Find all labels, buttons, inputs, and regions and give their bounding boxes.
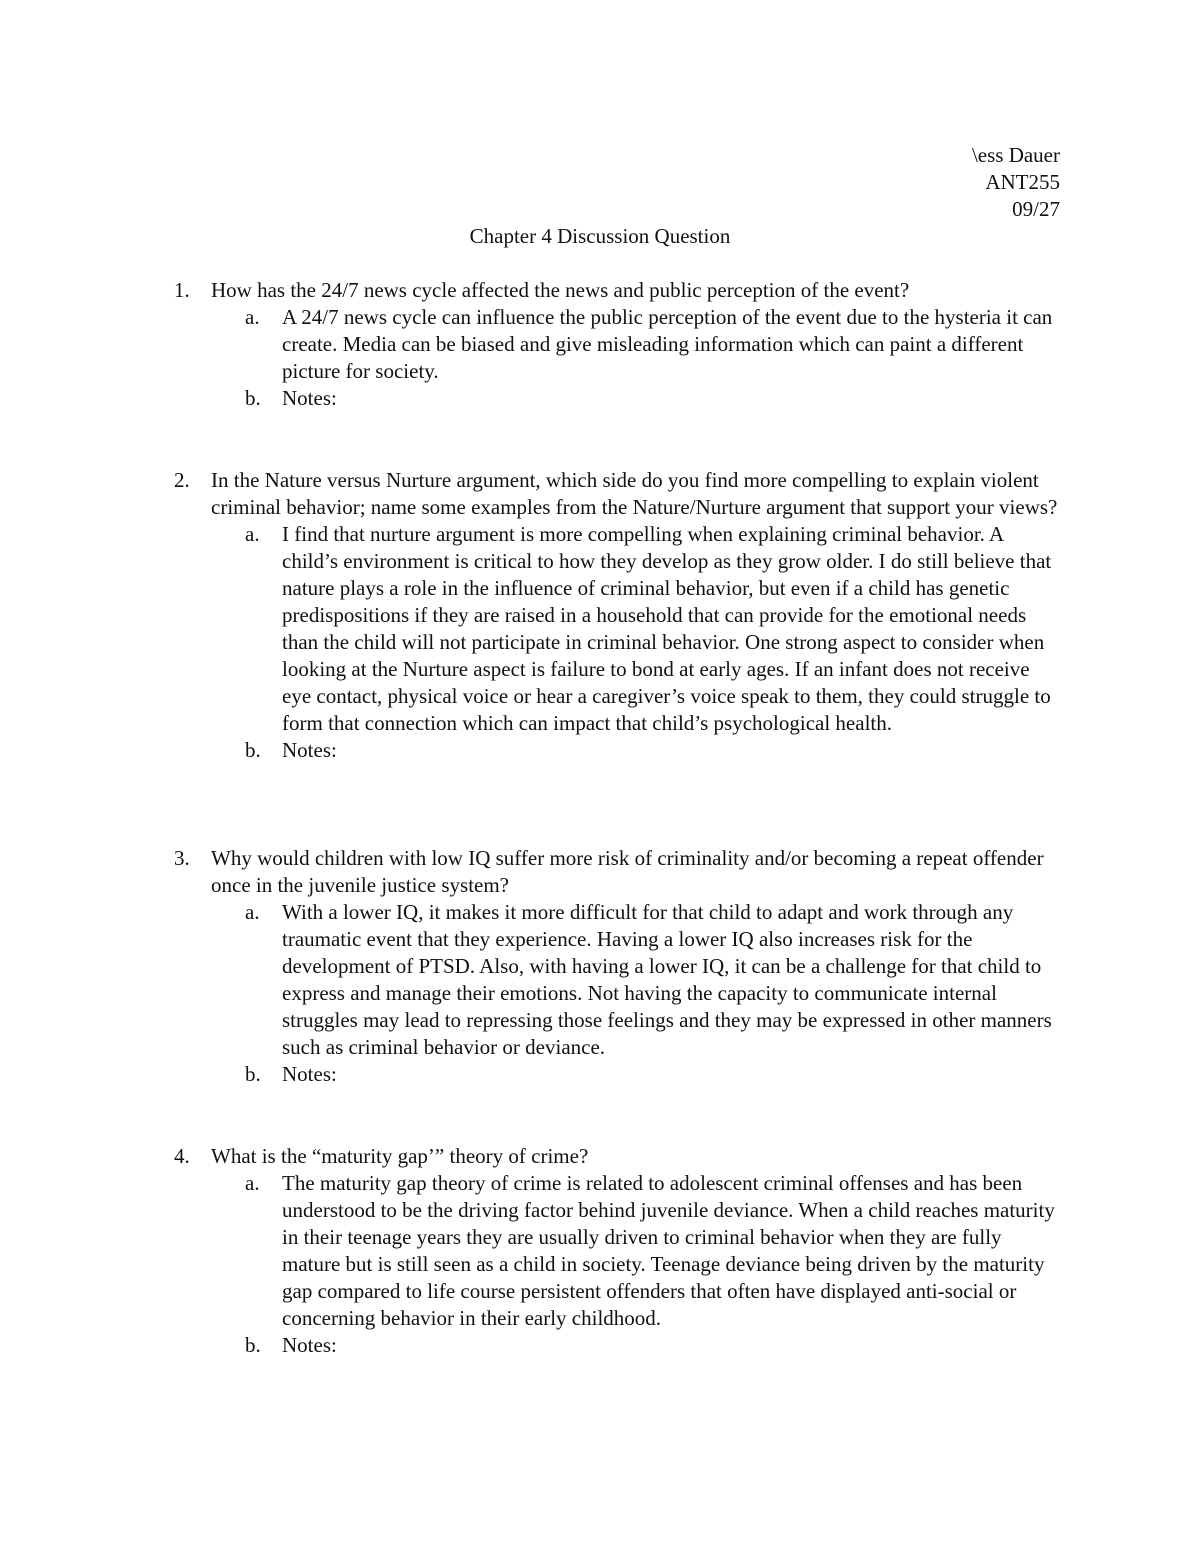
answer-a [245, 521, 1064, 737]
header-block [972, 142, 1060, 223]
answer-text: A 24/7 news cycle can influence the public perception of the event due to the hysteria it can create. Media can be biased and give misleading information which can paint a different picture for society. [282, 305, 1053, 383]
notes-label: Notes: [282, 1062, 337, 1086]
question-3 [174, 845, 1064, 1088]
question-4 [174, 1143, 1064, 1359]
answer-b [245, 385, 1064, 412]
answer-b [245, 1061, 1064, 1088]
answer-a [245, 304, 1064, 385]
course-code: ANT255 [985, 170, 1060, 194]
question-number: 1. [174, 278, 190, 302]
question-number: 2. [174, 468, 190, 492]
answer-text: I find that nurture argument is more compelling when explaining criminal behavior. A child’s environment is critical to how they develop as they grow older. I do still believe that nature plays a role in the influence of criminal behavior, but even if a child has genetic predispositions if they are raised in a household that can provide for the emotional needs than the child will not participate in criminal behavior. One strong aspect to consider when looking at the Nurture aspect is failure to bond at early ages. If an infant does not receive eye contact, physical voice or hear a caregiver’s voice speak to them, they could struggle to form that connection which can impact that child’s psychological health. [282, 522, 1052, 735]
answer-a [245, 1170, 1064, 1332]
answer-label: b. [245, 738, 261, 762]
page-title: Chapter 4 Discussion Question [469, 224, 731, 248]
answer-label: a. [245, 1171, 260, 1195]
question-2 [174, 467, 1064, 764]
notes-label: Notes: [282, 386, 337, 410]
answer-b [245, 1332, 1064, 1359]
answer-text: The maturity gap theory of crime is related to adolescent criminal offenses and has been understood to be the driving factor behind juvenile deviance. When a child reaches maturity in their teenage years they are usually driven to criminal behavior when they are fully mature but is still seen as a child in society. Teenage deviance being driven by the maturity gap compared to life course persistent offenders that often have displayed anti-social or concerning behavior in their early childhood. [282, 1171, 1055, 1330]
question-number: 3. [174, 846, 190, 870]
question-1 [174, 277, 1064, 412]
answer-label: a. [245, 900, 260, 924]
answer-b [245, 737, 1064, 764]
answer-label: b. [245, 1062, 261, 1086]
student-name: \ess Dauer [971, 143, 1060, 167]
question-text: In the Nature versus Nurture argument, which side do you find more compelling to explain violent criminal behavior; name some examples from the Nature/Nurture argument that support your views? [211, 468, 1058, 519]
question-number: 4. [174, 1144, 190, 1168]
notes-label: Notes: [282, 1333, 337, 1357]
answer-label: b. [245, 1333, 261, 1357]
notes-label: Notes: [282, 738, 337, 762]
answer-a [245, 899, 1064, 1061]
question-text: How has the 24/7 news cycle affected the news and public perception of the event? [211, 278, 910, 302]
answer-label: b. [245, 386, 261, 410]
question-text: Why would children with low IQ suffer more risk of criminality and/or becoming a repeat offender once in the juvenile justice system? [211, 846, 1044, 897]
answer-text: With a lower IQ, it makes it more difficult for that child to adapt and work through any traumatic event that they experience. Having a lower IQ also increases risk for the development of PTSD. Also, with having a lower IQ, it can be a challenge for that child to express and manage their emotions. Not having the capacity to communicate internal struggles may lead to repressing those feelings and they may be expressed in other manners such as criminal behavior or deviance. [282, 900, 1052, 1059]
date: 09/27 [1012, 197, 1060, 221]
answer-label: a. [245, 522, 260, 546]
answer-label: a. [245, 305, 260, 329]
question-text: What is the “maturity gap’” theory of crime? [211, 1144, 589, 1168]
